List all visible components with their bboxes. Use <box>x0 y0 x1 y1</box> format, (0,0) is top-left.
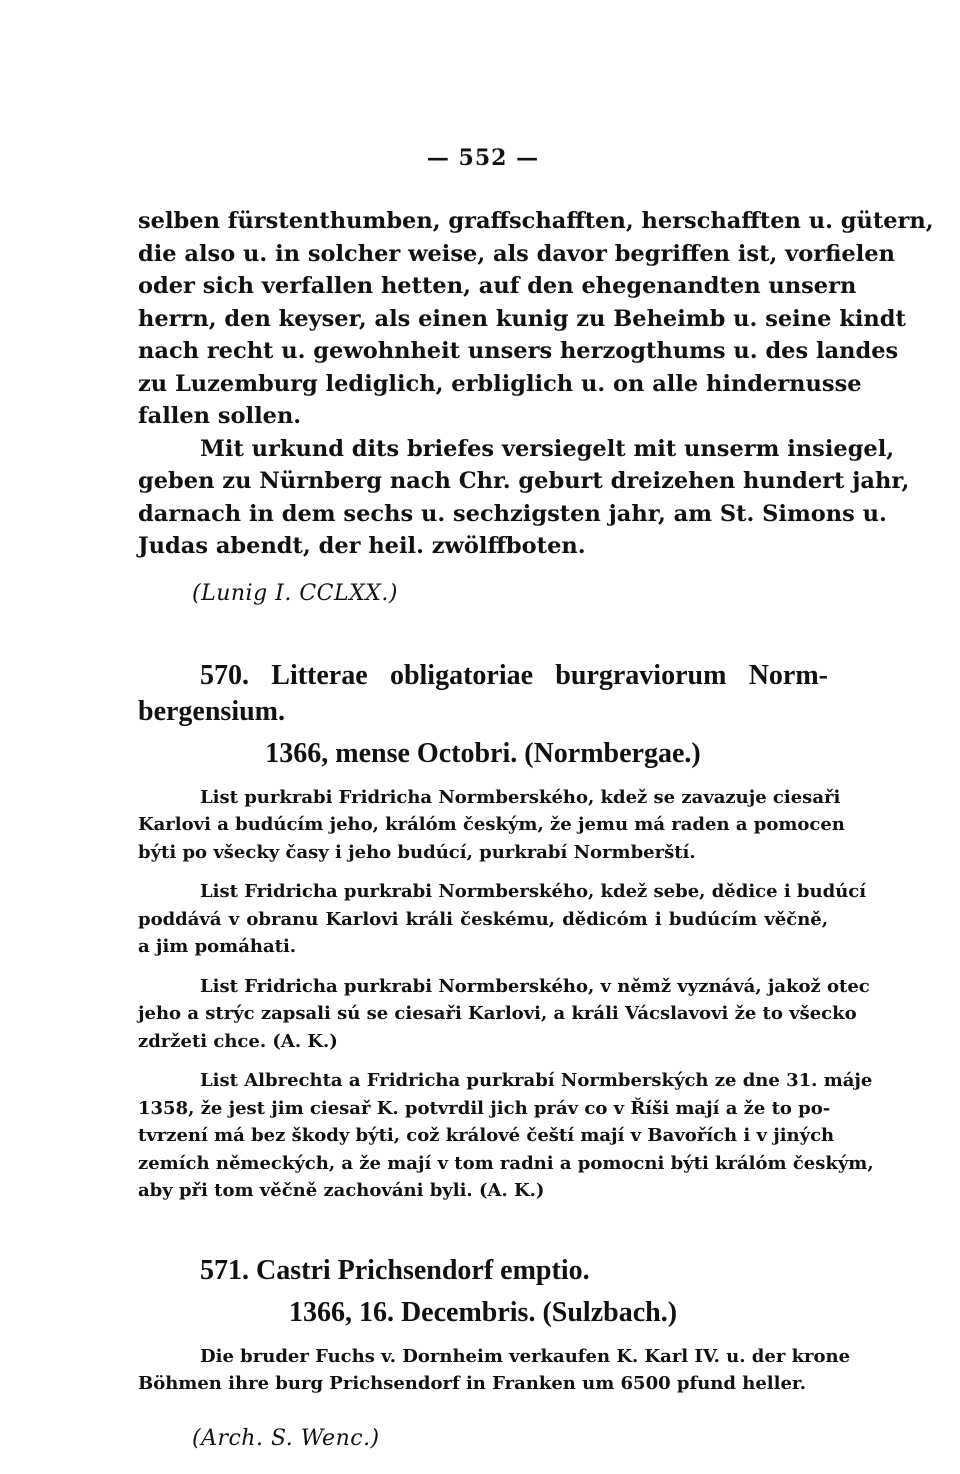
text-line: herrn, den keyser, als einen kunig zu Beheimb u. seine kindt <box>138 305 906 332</box>
regest-paragraph <box>138 878 867 961</box>
regest-line: List Fridricha purkrabi Normberského, v němž vyznává, jakož otec <box>200 975 870 997</box>
regest-paragraph <box>138 1067 874 1205</box>
regest-line: býti po všecky časy i jeho budúcí, purkrabí Normberští. <box>138 841 696 863</box>
heading-line: 571. Castri Prichsendorf emptio. <box>200 1254 590 1286</box>
text-line: die also u. in solcher weise, als davor begriffen ist, vorfielen <box>138 240 895 267</box>
section-570-heading <box>138 658 828 730</box>
page-number: — 552 — <box>426 145 540 171</box>
regest-line: poddává v obranu Karlovi králi českému, dědicóm i budúcím věčně, <box>138 908 828 930</box>
source-citation: (Arch. S. Wenc.) <box>192 1425 380 1451</box>
text-line: nach recht u. gewohnheit unsers herzogthums u. des landes <box>138 338 899 364</box>
regest-line: Die bruder Fuchs v. Dornheim verkaufen K. Karl IV. u. der krone <box>200 1345 851 1367</box>
regest-line: a jim pomáhati. <box>138 936 297 957</box>
source-citation: (Lunig I. CCLXX.) <box>192 580 398 606</box>
heading-line: 570. Litterae obligatoriae burgraviorum Norm- <box>200 659 828 691</box>
text-line: Judas abendt, der heil. zwölffboten. <box>138 533 586 559</box>
regest-line: List Fridricha purkrabi Normberského, kdež sebe, dědice i budúcí <box>200 881 867 902</box>
text-line: zu Luzemburg lediglich, erbliglich u. on alle hindernusse <box>138 370 862 397</box>
text-line: selben fürstenthumben, graffschafften, herschafften u. gütern, <box>138 208 934 234</box>
regest-line: List Albrechta a Fridricha purkrabí Normberských ze dne 31. máje <box>200 1070 873 1091</box>
regest-line: aby při tom věčně zachováni byli. (A. K.) <box>138 1180 545 1201</box>
section-571-heading <box>138 1253 828 1289</box>
regest-paragraph <box>138 1343 851 1398</box>
regest-line: zdržeti chce. (A. K.) <box>138 1030 338 1052</box>
text-line: oder sich verfallen hetten, auf den ehegenandten unsern <box>138 273 857 299</box>
closing-paragraph <box>138 433 910 563</box>
continuation-paragraph <box>138 205 934 433</box>
regest-paragraph <box>138 784 845 867</box>
section-571-date: 1366, 16. Decembris. (Sulzbach.) <box>288 1296 678 1328</box>
regest-paragraph <box>138 973 870 1056</box>
regest-line: tvrzení má bez škody býti, což králové čeští mají v Bavořích i v jiných <box>138 1125 835 1146</box>
text-line: darnach in dem sechs u. sechzigsten jahr, am St. Simons u. <box>138 500 887 527</box>
text-line: geben zu Nürnberg nach Chr. geburt dreizehen hundert jahr, <box>138 468 910 494</box>
regest-line: Karlovi a budúcím jeho, králóm českým, že jemu má raden a pomocen <box>138 814 845 835</box>
regest-line: 1358, že jest jim ciesař K. potvrdil jich práv co v Říši mají a že to po- <box>138 1097 831 1119</box>
text-line: Mit urkund dits briefes versiegelt mit unserm insiegel, <box>200 435 895 462</box>
document-page <box>138 145 934 1451</box>
regest-line: jeho a strýc zapsali sú se ciesaři Karlovi, a králi Vácslavovi že to všecko <box>138 1003 857 1024</box>
regest-line: zemích německých, a že mají v tom radni a pomocni býti králóm českým, <box>138 1152 874 1174</box>
heading-line: bergensium. <box>138 695 285 727</box>
regest-line: Böhmen ihre burg Prichsendorf in Franken um 6500 pfund heller. <box>138 1373 807 1394</box>
text-line: fallen sollen. <box>138 403 302 429</box>
section-570-date: 1366, mense Octobri. (Normbergae.) <box>265 737 701 769</box>
regest-line: List purkrabi Fridricha Normberského, kdež se zavazuje ciesaři <box>200 786 841 808</box>
